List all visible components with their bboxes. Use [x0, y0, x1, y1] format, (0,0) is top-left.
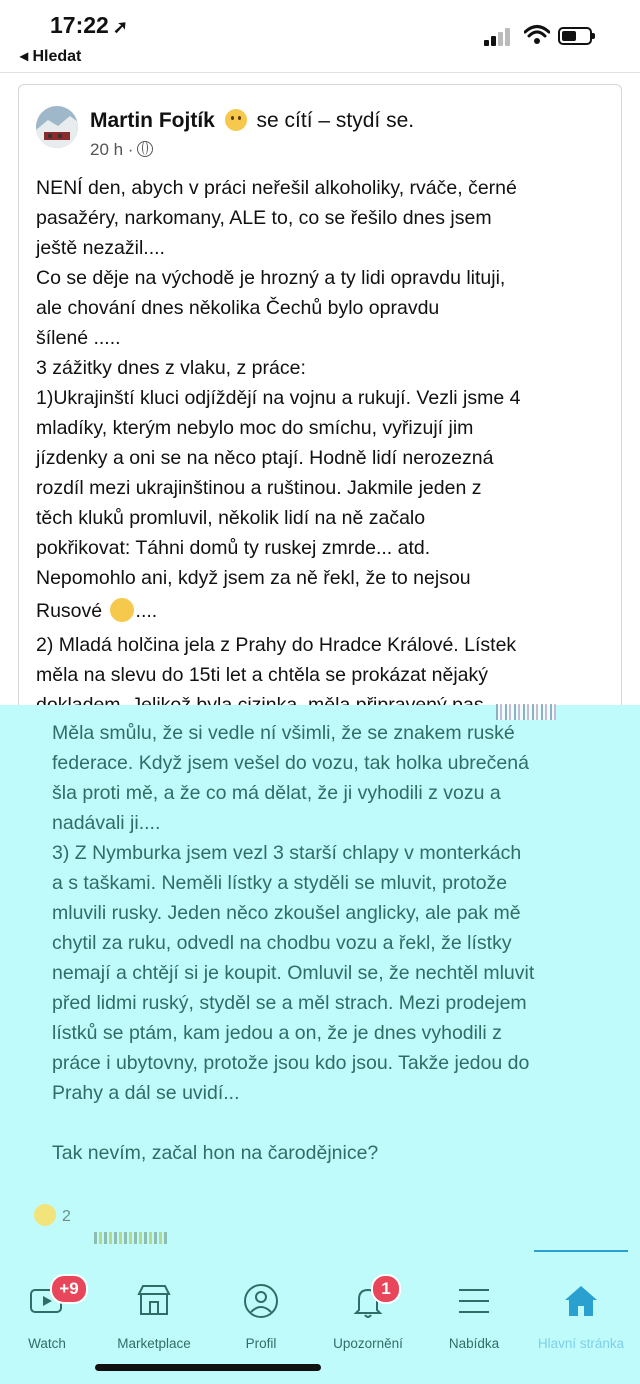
tab-label: Hlavní stránka	[537, 1336, 625, 1351]
post-body-overlay	[52, 718, 632, 1168]
post-line: šla proti mě, a že co má dělat, že ji vyhodili z vozu a	[52, 782, 501, 804]
post-line: federace. Když jsem vešel do vozu, tak holka ubrečená	[52, 752, 529, 774]
post-line: pokřikovat: Táhni domů ty ruskej zmrde... atd.	[36, 537, 431, 559]
post-line: mladíky, kterým nebylo moc do smíchu, vyřizují jim	[36, 417, 474, 439]
home-icon	[562, 1282, 600, 1320]
post-line: Co se děje na východě je hrozný a ty lidi opravdu lituji,	[36, 267, 506, 289]
rusove-tail: ....	[135, 600, 158, 622]
post-time[interactable]: 20 h ·	[90, 140, 134, 159]
feeling-text: se cítí – stydí se.	[256, 109, 415, 132]
post-line: nemají a chtějí si je koupit. Omluvil se, že nechtěl mluvit	[52, 962, 535, 984]
artifact-strip	[94, 1232, 168, 1244]
tab-label: Upozornění	[333, 1336, 403, 1351]
back-to-search-link[interactable]: ◂ Hledat	[20, 48, 82, 65]
post-line: před lidmi ruský, styděl se a měl strach. Mezi prodejem	[52, 992, 527, 1014]
post-line: měla na slevu do 15ti let a chtěla se prokázat nějaký	[36, 664, 489, 686]
sad-reaction-icon	[34, 1204, 56, 1226]
post-line: ale chování dnes několika Čechů bylo opravdu	[36, 297, 440, 319]
post-line: těch kluků promluvil, několik lidí na ně začalo	[36, 507, 426, 529]
reaction-summary[interactable]	[34, 1204, 71, 1226]
home-indicator	[95, 1364, 321, 1371]
wifi-icon	[524, 24, 550, 46]
battery-icon	[558, 27, 592, 45]
post-line: pasažéry, narkomany, ALE to, co se řešilo dnes jsem	[36, 207, 492, 229]
clock-text: 17:22	[50, 12, 109, 38]
avatar[interactable]	[36, 106, 78, 148]
post-line: rozdíl mezi ukrajinštinou a ruštinou. Jakmile jeden z	[36, 477, 482, 499]
menu-icon	[455, 1282, 493, 1320]
active-tab-indicator	[534, 1250, 628, 1252]
post-line: 2) Mladá holčina jela z Prahy do Hradce Králové. Lístek	[36, 634, 517, 656]
post-line: chytil za ruku, odvedl na chodbu vozu a řekl, že lístky	[52, 932, 512, 954]
location-arrow-icon: ➚	[112, 17, 128, 37]
post-line: NENÍ den, abych v práci neřešil alkoholiky, rváče, černé	[36, 177, 517, 199]
post-line	[52, 1108, 632, 1138]
author-name[interactable]: Martin Fojtík	[90, 109, 215, 132]
post-line: lístků se ptám, kam jedou a on, že je dnes vyhodili z	[52, 1022, 502, 1044]
sad-face-icon	[225, 109, 247, 131]
globe-icon	[137, 141, 153, 157]
post-line: 3 zážitky dnes z vlaku, z práce:	[36, 357, 306, 379]
status-time	[50, 12, 128, 39]
profile-icon	[242, 1282, 280, 1320]
header-divider	[0, 72, 640, 73]
post-line-rusove	[36, 596, 616, 626]
post-line: nadávali ji....	[52, 812, 161, 834]
post-line: Měla smůlu, že si vedle ní všimli, že se znakem ruské	[52, 722, 515, 744]
tab-label: Profil	[245, 1336, 277, 1351]
post-header	[90, 109, 414, 133]
pensive-face-icon	[110, 598, 134, 622]
post-line: práce i ubytovny, protože jsou kdo jsou. Takže jedou do	[52, 1052, 530, 1074]
post-line: Prahy a dál se uvidí...	[52, 1082, 240, 1104]
post-line: 1)Ukrajinští kluci odjíždějí na vojnu a rukují. Vezli jsme 4	[36, 387, 521, 409]
post-line: jízdenky a oni se na něco ptají. Hodně lidí nerozezná	[36, 447, 494, 469]
post-line: mluvili rusky. Jeden něco zkoušel anglicky, ale pak mě	[52, 902, 521, 924]
post-line: Nepomohlo ani, když jsem za ně řekl, že to nejsou	[36, 567, 471, 589]
cellular-signal-icon	[484, 26, 514, 46]
tab-label: Marketplace	[117, 1336, 191, 1351]
tab-label: Nabídka	[448, 1336, 500, 1351]
rusove-text: Rusové	[36, 600, 103, 622]
post-line: Tak nevím, začal hon na čarodějnice?	[52, 1142, 379, 1164]
tab-label: Watch	[28, 1336, 66, 1351]
post-line: 3) Z Nymburka jsem vezl 3 starší chlapy v monterkách	[52, 842, 522, 864]
post-line: ještě nezažil....	[36, 237, 165, 259]
marketplace-icon	[135, 1282, 173, 1320]
post-meta	[90, 140, 153, 160]
notification-badge: 1	[371, 1274, 401, 1304]
post-line: šílené .....	[36, 327, 121, 349]
post-line: a s taškami. Neměli lístky a styděli se mluvit, protože	[52, 872, 508, 894]
avatar-photo-icon	[36, 106, 78, 148]
post-body	[36, 173, 616, 593]
watch-badge: +9	[50, 1274, 88, 1304]
reaction-count: 2	[62, 1208, 71, 1225]
